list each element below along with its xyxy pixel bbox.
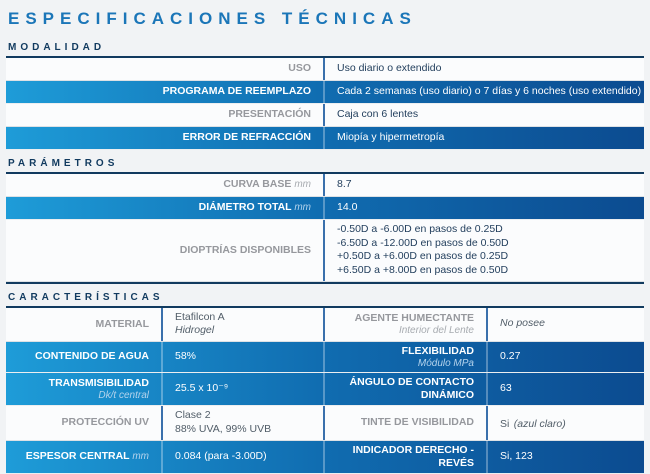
row-label: MATERIAL: [95, 317, 149, 330]
table-row: [6, 174, 644, 197]
row-value: 63: [500, 382, 512, 395]
row-label: USO: [288, 62, 311, 75]
section-heading-modalidad: MODALIDAD: [8, 42, 106, 53]
dioptrias-line: -6.50D a -12.00D en pasos de 0.50D: [337, 236, 509, 249]
row-value: Caja con 6 lentes: [337, 108, 419, 121]
row-label: TINTE DE VISIBILIDAD: [360, 416, 474, 429]
section-heading-parametros: PARÁMETROS: [8, 158, 119, 169]
row-label: PRESENTACIÓN: [228, 108, 311, 121]
page-title: ESPECIFICACIONES TÉCNICAS: [8, 9, 417, 28]
row-label-unit: mm: [294, 202, 311, 214]
table-row: [6, 342, 644, 373]
section-modalidad: [6, 42, 644, 150]
row-value: 58%: [175, 350, 197, 363]
row-label-sub: Interior del Lente: [398, 325, 474, 337]
row-label: ERROR DE REFRACCIÓN: [182, 131, 311, 144]
row-value-line2: 88% UVA, 99% UVB: [175, 422, 272, 435]
row-label: CONTENIDO DE AGUA: [35, 350, 149, 363]
table-row: [6, 441, 644, 474]
row-value: Cada 2 semanas (uso diario) o 7 días y 6 noches (uso extendido): [337, 85, 642, 98]
row-value: 0.27: [500, 350, 521, 363]
table-row: [6, 81, 644, 104]
row-value-sub: Hidrogel: [175, 324, 215, 337]
dioptrias-line: -0.50D a -6.00D en pasos de 0.25D: [337, 223, 503, 235]
row-label: DIOPTRÍAS DISPONIBLES: [179, 243, 311, 256]
dioptrias-line: +0.50D a +6.00D en pasos de 0.25D: [337, 250, 509, 263]
section-caracteristicas: [6, 292, 644, 474]
row-value: Miopía y hipermetropía: [337, 131, 445, 144]
row-value: 0.084 (para -3.00D): [175, 449, 267, 462]
row-label-sub: Módulo MPa: [417, 357, 474, 369]
modalidad-table: [6, 56, 644, 150]
row-label: AGENTE HUMECTANTE: [354, 312, 474, 325]
table-row: [6, 308, 644, 342]
parametros-table: [6, 172, 644, 284]
row-value: Si: [500, 417, 510, 430]
row-label: FLEXIBILIDAD: [401, 344, 474, 357]
row-label-sub: Dk/t central: [98, 390, 149, 402]
row-label: INDICADOR DERECHO - REVÉS: [352, 443, 474, 469]
row-value-sub: (azul claro): [513, 417, 566, 430]
row-label: ESPESOR CENTRAL mm: [25, 449, 149, 462]
row-label: CURVA BASE mm: [223, 178, 311, 191]
row-label-unit: mm: [294, 179, 311, 191]
table-row: [6, 220, 644, 282]
row-value: No posee: [500, 317, 545, 330]
row-value: 14.0: [337, 201, 358, 214]
section-parametros: [6, 158, 644, 284]
row-label-unit: mm: [132, 450, 149, 462]
row-value: Clase 2: [175, 409, 211, 422]
table-row: [6, 104, 644, 127]
row-label: ÁNGULO DE CONTACTO DINÁMICO: [349, 375, 474, 402]
table-row: [6, 373, 644, 406]
row-label: PROGRAMA DE REEMPLAZO: [162, 85, 311, 98]
row-label: PROTECCIÓN UV: [61, 416, 149, 429]
row-value: Si, 123: [500, 449, 533, 462]
row-value: Uso diario o extendido: [337, 62, 442, 75]
section-heading-caracteristicas: CARACTERÍSTICAS: [8, 291, 164, 303]
row-value: 8.7: [337, 178, 352, 191]
row-label: DIÁMETRO TOTAL mm: [198, 201, 311, 214]
table-row: [6, 58, 644, 81]
caracteristicas-table: [6, 306, 644, 474]
table-row: [6, 127, 644, 150]
row-label: TRANSMISIBILIDAD: [48, 377, 149, 390]
dioptrias-line: +6.50D a +8.00D en pasos de 0.50D: [337, 263, 509, 276]
row-value: Etafilcon A: [175, 310, 225, 323]
table-row: [6, 406, 644, 440]
table-row: [6, 197, 644, 220]
row-value: 25.5 x 10⁻⁹: [175, 382, 229, 395]
